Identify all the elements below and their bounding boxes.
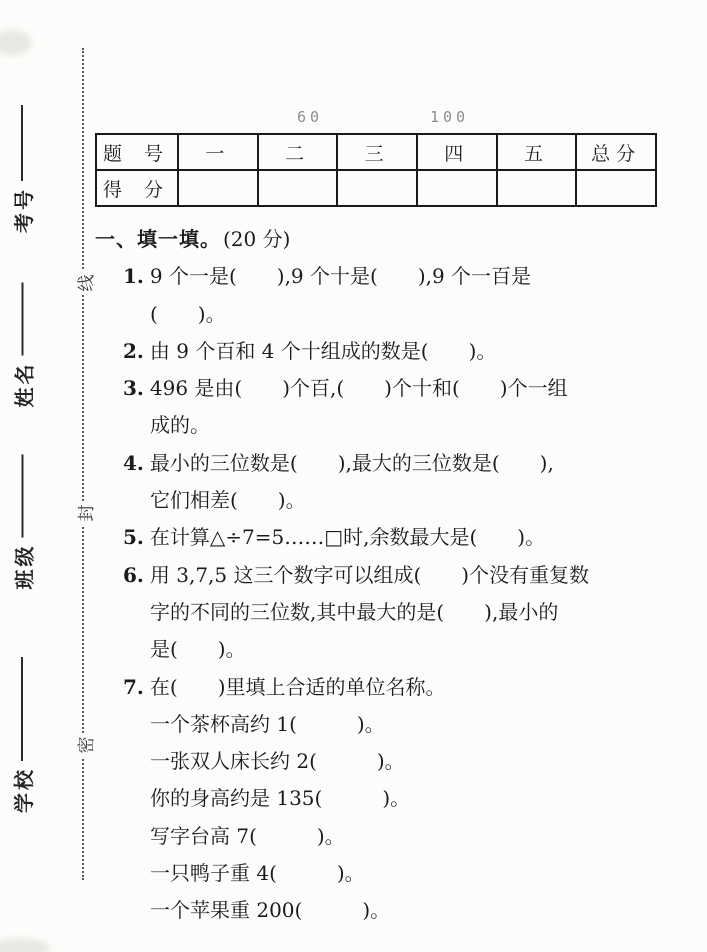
score-cell (258, 170, 338, 206)
field-school-label: 学校 (11, 767, 36, 813)
question-line: 一张双人床长约 2( )。 (150, 749, 405, 774)
score-table (95, 133, 657, 207)
score-cell (337, 170, 417, 206)
field-name-label: 姓名 (12, 361, 36, 408)
scan-smudge (0, 938, 50, 952)
score-table-header-row (96, 134, 656, 170)
field-school (0, 657, 44, 813)
field-exam-number (0, 105, 44, 233)
field-class-label: 班级 (12, 543, 36, 590)
field-name (1, 283, 45, 408)
question-line: 一个茶杯高约 1( )。 (150, 711, 385, 736)
score-table-col-5: 五 (497, 134, 577, 170)
question-line: 成的。 (150, 413, 210, 438)
question-line: 4. 最小的三位数是( ),最大的三位数是( ), (123, 450, 554, 475)
score-table-rowlabel-defen: 得 分 (96, 170, 178, 206)
field-exam-number-blank (21, 105, 23, 181)
seal-char-mi: 密 (72, 733, 96, 757)
section-title-score: (20 分) (223, 227, 291, 251)
question-line: 它们相差( )。 (150, 488, 306, 513)
question-line: 6. 用 3,7,5 这三个数字可以组成( )个没有重复数 (123, 562, 590, 587)
question-line: 是( )。 (150, 637, 246, 662)
question-line: 3. 496 是由( )个百,( )个十和( )个一组 (123, 376, 568, 401)
question-line: 写字台高 7( )。 (150, 823, 345, 848)
question-line: 字的不同的三位数,其中最大的是( ),最小的 (150, 599, 559, 624)
question-line: 一个苹果重 200( )。 (150, 898, 391, 923)
score-cell (576, 170, 656, 206)
score-cell (178, 170, 258, 206)
question-line: 2. 由 9 个百和 4 个十组成的数是( )。 (123, 338, 497, 363)
score-cell (417, 170, 497, 206)
score-table-col-3: 三 (337, 134, 417, 170)
section-title-text: 一、填一填。 (95, 227, 221, 251)
section-title (95, 221, 670, 258)
seal-char-xian: 线 (72, 271, 96, 295)
question-line: 你的身高约是 135( )。 (150, 786, 411, 811)
score-table-col-total: 总分 (576, 134, 656, 170)
field-class-blank (22, 455, 24, 538)
question-line: 1. 9 个一是( ),9 个十是( ),9 个一百是 (123, 264, 532, 289)
field-school-blank (21, 657, 23, 761)
score-table-col-2: 二 (258, 134, 338, 170)
score-annotation-100: 100 (430, 108, 470, 126)
field-exam-number-label: 考号 (11, 187, 36, 233)
field-class (1, 455, 45, 590)
score-cell (497, 170, 577, 206)
score-table-col-4: 四 (417, 134, 497, 170)
field-name-blank (22, 283, 24, 356)
question-section (95, 221, 670, 930)
question-line: 7. 在( )里填上合适的单位名称。 (123, 674, 446, 699)
score-table-col-1: 一 (178, 134, 258, 170)
scan-smudge (0, 30, 32, 56)
score-table-rowlabel-timu: 题 号 (96, 134, 178, 170)
seal-char-feng: 封 (72, 501, 96, 525)
question-line: 一只鸭子重 4( )。 (150, 861, 365, 886)
question-line: ( )。 (150, 301, 226, 326)
score-annotation-60: 60 (297, 108, 324, 126)
question-line: 5. 在计算△÷7=5……□时,余数最大是( )。 (123, 525, 546, 550)
score-table-score-row (96, 170, 656, 206)
